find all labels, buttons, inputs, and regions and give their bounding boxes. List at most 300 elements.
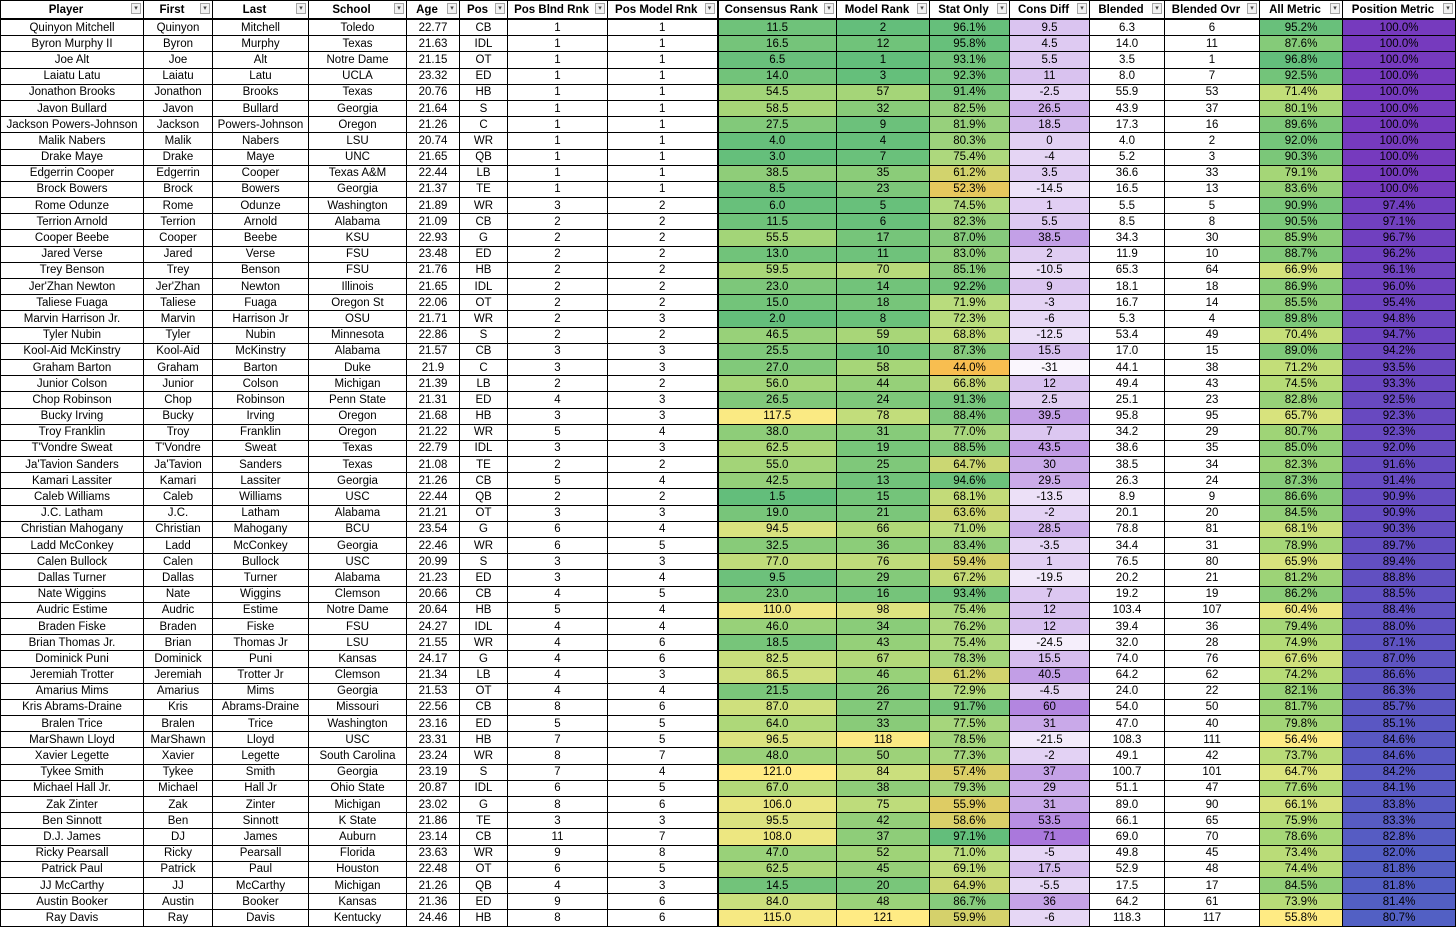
cell-pos-model-rnk[interactable]: 1 (608, 181, 718, 197)
cell-last[interactable]: Arnold (213, 214, 309, 230)
cell-pos-blnd-rnk[interactable]: 7 (508, 764, 608, 780)
cell-pos-blnd-rnk[interactable]: 1 (508, 84, 608, 100)
cell-all-metric[interactable]: 74.9% (1260, 635, 1343, 651)
cell-cons-diff[interactable]: 43.5 (1010, 440, 1090, 456)
cell-blended[interactable]: 39.4 (1090, 618, 1165, 634)
cell-cons-diff[interactable]: -3.5 (1010, 538, 1090, 554)
cell-pos-model-rnk[interactable]: 2 (608, 214, 718, 230)
cell-position-metric[interactable]: 84.1% (1343, 780, 1456, 796)
filter-dropdown-icon[interactable]: ▾ (296, 3, 306, 14)
cell-first[interactable]: Ladd (144, 538, 213, 554)
cell-all-metric[interactable]: 89.8% (1260, 311, 1343, 327)
cell-all-metric[interactable]: 86.6% (1260, 489, 1343, 505)
cell-cons-diff[interactable]: 4.5 (1010, 36, 1090, 52)
cell-model-rank[interactable]: 11 (837, 246, 930, 262)
cell-player[interactable]: Rome Odunze (1, 198, 144, 214)
cell-blended-ovr[interactable]: 42 (1165, 748, 1260, 764)
cell-model-rank[interactable]: 76 (837, 554, 930, 570)
cell-blended[interactable]: 14.0 (1090, 36, 1165, 52)
cell-player[interactable]: Kool-Aid McKinstry (1, 343, 144, 359)
cell-stat-only[interactable]: 79.3% (930, 780, 1010, 796)
cell-pos-blnd-rnk[interactable]: 9 (508, 894, 608, 910)
cell-school[interactable]: Michigan (309, 877, 407, 893)
cell-blended-ovr[interactable]: 62 (1165, 667, 1260, 683)
cell-stat-only[interactable]: 88.4% (930, 408, 1010, 424)
cell-pos[interactable]: WR (460, 311, 508, 327)
cell-school[interactable]: Florida (309, 845, 407, 861)
cell-consensus-rank[interactable]: 42.5 (718, 473, 837, 489)
cell-first[interactable]: Javon (144, 100, 213, 116)
cell-all-metric[interactable]: 66.1% (1260, 797, 1343, 813)
cell-pos-model-rnk[interactable]: 6 (608, 910, 718, 926)
cell-model-rank[interactable]: 26 (837, 683, 930, 699)
cell-pos-blnd-rnk[interactable]: 4 (508, 392, 608, 408)
cell-cons-diff[interactable]: 7 (1010, 586, 1090, 602)
cell-last[interactable]: Cooper (213, 165, 309, 181)
cell-age[interactable]: 23.54 (407, 521, 460, 537)
cell-pos-blnd-rnk[interactable]: 4 (508, 635, 608, 651)
cell-school[interactable]: Toledo (309, 19, 407, 36)
cell-player[interactable]: Ladd McConkey (1, 538, 144, 554)
cell-pos-blnd-rnk[interactable]: 6 (508, 780, 608, 796)
cell-pos[interactable]: G (460, 797, 508, 813)
cell-consensus-rank[interactable]: 86.5 (718, 667, 837, 683)
cell-cons-diff[interactable]: -12.5 (1010, 327, 1090, 343)
cell-model-rank[interactable]: 6 (837, 214, 930, 230)
cell-position-metric[interactable]: 86.6% (1343, 667, 1456, 683)
cell-first[interactable]: Bralen (144, 716, 213, 732)
cell-cons-diff[interactable]: 12 (1010, 376, 1090, 392)
cell-consensus-rank[interactable]: 94.5 (718, 521, 837, 537)
cell-blended[interactable]: 118.3 (1090, 910, 1165, 926)
cell-pos-blnd-rnk[interactable]: 9 (508, 845, 608, 861)
cell-stat-only[interactable]: 74.5% (930, 198, 1010, 214)
cell-player[interactable]: Graham Barton (1, 359, 144, 375)
cell-model-rank[interactable]: 23 (837, 181, 930, 197)
cell-blended-ovr[interactable]: 76 (1165, 651, 1260, 667)
cell-pos-blnd-rnk[interactable]: 1 (508, 36, 608, 52)
cell-all-metric[interactable]: 82.8% (1260, 392, 1343, 408)
cell-last[interactable]: Franklin (213, 424, 309, 440)
cell-pos-blnd-rnk[interactable]: 5 (508, 424, 608, 440)
cell-last[interactable]: Newton (213, 279, 309, 295)
cell-pos-blnd-rnk[interactable]: 3 (508, 440, 608, 456)
cell-pos[interactable]: HB (460, 84, 508, 100)
cell-age[interactable]: 23.31 (407, 732, 460, 748)
cell-last[interactable]: Thomas Jr (213, 635, 309, 651)
cell-consensus-rank[interactable]: 59.5 (718, 262, 837, 278)
cell-school[interactable]: USC (309, 732, 407, 748)
cell-last[interactable]: McCarthy (213, 877, 309, 893)
cell-pos[interactable]: WR (460, 748, 508, 764)
cell-school[interactable]: Alabama (309, 505, 407, 521)
cell-player[interactable]: Trey Benson (1, 262, 144, 278)
cell-model-rank[interactable]: 18 (837, 295, 930, 311)
cell-last[interactable]: Powers-Johnson (213, 117, 309, 133)
cell-pos[interactable]: TE (460, 813, 508, 829)
cell-blended-ovr[interactable]: 47 (1165, 780, 1260, 796)
cell-last[interactable]: Sinnott (213, 813, 309, 829)
cell-pos-model-rnk[interactable]: 5 (608, 780, 718, 796)
cell-first[interactable]: Jonathon (144, 84, 213, 100)
cell-consensus-rank[interactable]: 27.5 (718, 117, 837, 133)
cell-blended-ovr[interactable]: 80 (1165, 554, 1260, 570)
cell-pos-model-rnk[interactable]: 6 (608, 894, 718, 910)
cell-player[interactable]: Ray Davis (1, 910, 144, 926)
cell-stat-only[interactable]: 87.3% (930, 343, 1010, 359)
cell-pos-model-rnk[interactable]: 3 (608, 667, 718, 683)
cell-pos[interactable]: C (460, 359, 508, 375)
cell-pos-blnd-rnk[interactable]: 8 (508, 699, 608, 715)
cell-model-rank[interactable]: 3 (837, 68, 930, 84)
cell-model-rank[interactable]: 98 (837, 602, 930, 618)
cell-position-metric[interactable]: 83.3% (1343, 813, 1456, 829)
cell-stat-only[interactable]: 71.0% (930, 521, 1010, 537)
cell-stat-only[interactable]: 93.4% (930, 586, 1010, 602)
cell-first[interactable]: Bucky (144, 408, 213, 424)
cell-blended[interactable]: 38.5 (1090, 457, 1165, 473)
cell-consensus-rank[interactable]: 46.0 (718, 618, 837, 634)
cell-first[interactable]: Zak (144, 797, 213, 813)
cell-cons-diff[interactable]: 1 (1010, 554, 1090, 570)
cell-player[interactable]: Kamari Lassiter (1, 473, 144, 489)
cell-cons-diff[interactable]: -6 (1010, 910, 1090, 926)
cell-last[interactable]: Brooks (213, 84, 309, 100)
cell-pos[interactable]: CB (460, 473, 508, 489)
cell-model-rank[interactable]: 12 (837, 36, 930, 52)
cell-school[interactable]: Georgia (309, 683, 407, 699)
cell-pos-model-rnk[interactable]: 3 (608, 392, 718, 408)
cell-pos[interactable]: ED (460, 570, 508, 586)
cell-pos[interactable]: IDL (460, 440, 508, 456)
cell-blended-ovr[interactable]: 21 (1165, 570, 1260, 586)
cell-consensus-rank[interactable]: 6.5 (718, 52, 837, 68)
cell-consensus-rank[interactable]: 108.0 (718, 829, 837, 845)
cell-pos-blnd-rnk[interactable]: 1 (508, 100, 608, 116)
cell-blended[interactable]: 95.8 (1090, 408, 1165, 424)
cell-position-metric[interactable]: 100.0% (1343, 68, 1456, 84)
cell-last[interactable]: Bullock (213, 554, 309, 570)
cell-pos[interactable]: CB (460, 586, 508, 602)
cell-consensus-rank[interactable]: 115.0 (718, 910, 837, 926)
cell-pos[interactable]: S (460, 327, 508, 343)
filter-dropdown-icon[interactable]: ▾ (1152, 3, 1162, 14)
cell-blended[interactable]: 108.3 (1090, 732, 1165, 748)
cell-model-rank[interactable]: 10 (837, 343, 930, 359)
cell-pos[interactable]: IDL (460, 36, 508, 52)
cell-last[interactable]: Barton (213, 359, 309, 375)
cell-blended[interactable]: 51.1 (1090, 780, 1165, 796)
cell-blended-ovr[interactable]: 35 (1165, 440, 1260, 456)
cell-position-metric[interactable]: 97.4% (1343, 198, 1456, 214)
cell-player[interactable]: Ricky Pearsall (1, 845, 144, 861)
cell-all-metric[interactable]: 65.7% (1260, 408, 1343, 424)
cell-last[interactable]: Beebe (213, 230, 309, 246)
cell-model-rank[interactable]: 84 (837, 764, 930, 780)
cell-model-rank[interactable]: 19 (837, 440, 930, 456)
cell-pos-blnd-rnk[interactable]: 6 (508, 861, 608, 877)
cell-pos[interactable]: HB (460, 732, 508, 748)
cell-last[interactable]: Alt (213, 52, 309, 68)
cell-age[interactable]: 23.02 (407, 797, 460, 813)
cell-first[interactable]: Troy (144, 424, 213, 440)
cell-last[interactable]: Colson (213, 376, 309, 392)
cell-player[interactable]: Tykee Smith (1, 764, 144, 780)
cell-last[interactable]: McConkey (213, 538, 309, 554)
cell-age[interactable]: 23.24 (407, 748, 460, 764)
cell-school[interactable]: FSU (309, 618, 407, 634)
cell-pos-blnd-rnk[interactable]: 3 (508, 198, 608, 214)
cell-pos[interactable]: ED (460, 716, 508, 732)
cell-stat-only[interactable]: 72.9% (930, 683, 1010, 699)
cell-stat-only[interactable]: 55.9% (930, 797, 1010, 813)
cell-pos[interactable]: S (460, 554, 508, 570)
cell-blended[interactable]: 36.6 (1090, 165, 1165, 181)
cell-pos-blnd-rnk[interactable]: 2 (508, 295, 608, 311)
cell-blended[interactable]: 20.1 (1090, 505, 1165, 521)
cell-pos-blnd-rnk[interactable]: 7 (508, 732, 608, 748)
cell-blended-ovr[interactable]: 43 (1165, 376, 1260, 392)
cell-pos-model-rnk[interactable]: 4 (608, 683, 718, 699)
cell-blended-ovr[interactable]: 28 (1165, 635, 1260, 651)
cell-blended[interactable]: 17.0 (1090, 343, 1165, 359)
cell-consensus-rank[interactable]: 15.0 (718, 295, 837, 311)
cell-cons-diff[interactable]: 7 (1010, 424, 1090, 440)
cell-blended-ovr[interactable]: 50 (1165, 699, 1260, 715)
column-header-school[interactable] (309, 1, 407, 20)
cell-stat-only[interactable]: 64.7% (930, 457, 1010, 473)
cell-school[interactable]: Missouri (309, 699, 407, 715)
cell-stat-only[interactable]: 68.1% (930, 489, 1010, 505)
cell-school[interactable]: Kentucky (309, 910, 407, 926)
cell-school[interactable]: Houston (309, 861, 407, 877)
cell-all-metric[interactable]: 90.5% (1260, 214, 1343, 230)
cell-model-rank[interactable]: 42 (837, 813, 930, 829)
cell-player[interactable]: Austin Booker (1, 894, 144, 910)
cell-consensus-rank[interactable]: 27.0 (718, 359, 837, 375)
cell-player[interactable]: Audric Estime (1, 602, 144, 618)
cell-player[interactable]: Javon Bullard (1, 100, 144, 116)
cell-position-metric[interactable]: 84.6% (1343, 732, 1456, 748)
cell-cons-diff[interactable]: -3 (1010, 295, 1090, 311)
cell-age[interactable]: 21.86 (407, 813, 460, 829)
cell-blended[interactable]: 8.9 (1090, 489, 1165, 505)
cell-blended[interactable]: 100.7 (1090, 764, 1165, 780)
cell-pos[interactable]: OT (460, 861, 508, 877)
cell-stat-only[interactable]: 44.0% (930, 359, 1010, 375)
cell-cons-diff[interactable]: -5 (1010, 845, 1090, 861)
cell-position-metric[interactable]: 87.1% (1343, 635, 1456, 651)
cell-all-metric[interactable]: 88.7% (1260, 246, 1343, 262)
filter-dropdown-icon[interactable]: ▾ (595, 3, 605, 14)
cell-all-metric[interactable]: 81.2% (1260, 570, 1343, 586)
cell-cons-diff[interactable]: 39.5 (1010, 408, 1090, 424)
cell-model-rank[interactable]: 37 (837, 829, 930, 845)
cell-player[interactable]: Tyler Nubin (1, 327, 144, 343)
cell-stat-only[interactable]: 92.3% (930, 68, 1010, 84)
cell-pos-blnd-rnk[interactable]: 2 (508, 246, 608, 262)
cell-school[interactable]: Alabama (309, 214, 407, 230)
cell-position-metric[interactable]: 85.1% (1343, 716, 1456, 732)
cell-school[interactable]: Oregon St (309, 295, 407, 311)
cell-consensus-rank[interactable]: 14.5 (718, 877, 837, 893)
cell-consensus-rank[interactable]: 62.5 (718, 861, 837, 877)
cell-stat-only[interactable]: 64.9% (930, 877, 1010, 893)
cell-stat-only[interactable]: 68.8% (930, 327, 1010, 343)
cell-first[interactable]: Malik (144, 133, 213, 149)
cell-model-rank[interactable]: 32 (837, 100, 930, 116)
cell-pos-blnd-rnk[interactable]: 3 (508, 554, 608, 570)
cell-last[interactable]: Hall Jr (213, 780, 309, 796)
cell-position-metric[interactable]: 83.8% (1343, 797, 1456, 813)
cell-player[interactable]: Braden Fiske (1, 618, 144, 634)
cell-pos-blnd-rnk[interactable]: 2 (508, 311, 608, 327)
cell-player[interactable]: Jared Verse (1, 246, 144, 262)
cell-pos-blnd-rnk[interactable]: 5 (508, 716, 608, 732)
cell-blended-ovr[interactable]: 6 (1165, 19, 1260, 36)
cell-model-rank[interactable]: 21 (837, 505, 930, 521)
cell-pos-blnd-rnk[interactable]: 8 (508, 910, 608, 926)
cell-cons-diff[interactable]: -4.5 (1010, 683, 1090, 699)
cell-stat-only[interactable]: 78.5% (930, 732, 1010, 748)
filter-dropdown-icon[interactable]: ▾ (394, 3, 404, 14)
cell-position-metric[interactable]: 84.2% (1343, 764, 1456, 780)
cell-position-metric[interactable]: 100.0% (1343, 149, 1456, 165)
cell-position-metric[interactable]: 94.2% (1343, 343, 1456, 359)
cell-blended-ovr[interactable]: 1 (1165, 52, 1260, 68)
cell-model-rank[interactable]: 50 (837, 748, 930, 764)
cell-school[interactable]: LSU (309, 133, 407, 149)
cell-last[interactable]: Zinter (213, 797, 309, 813)
cell-cons-diff[interactable]: 2 (1010, 246, 1090, 262)
cell-cons-diff[interactable]: 37 (1010, 764, 1090, 780)
cell-age[interactable]: 23.63 (407, 845, 460, 861)
cell-school[interactable]: Alabama (309, 570, 407, 586)
cell-age[interactable]: 24.17 (407, 651, 460, 667)
filter-dropdown-icon[interactable]: ▾ (1443, 3, 1453, 14)
column-header-stat-only[interactable] (930, 1, 1010, 20)
cell-model-rank[interactable]: 15 (837, 489, 930, 505)
cell-school[interactable]: Kansas (309, 894, 407, 910)
cell-all-metric[interactable]: 89.0% (1260, 343, 1343, 359)
column-header-all-metric[interactable] (1260, 1, 1343, 20)
cell-pos[interactable]: G (460, 521, 508, 537)
cell-cons-diff[interactable]: 3.5 (1010, 165, 1090, 181)
cell-stat-only[interactable]: 80.3% (930, 133, 1010, 149)
filter-dropdown-icon[interactable]: ▾ (1330, 3, 1340, 14)
cell-pos[interactable]: HB (460, 408, 508, 424)
cell-school[interactable]: Clemson (309, 667, 407, 683)
cell-age[interactable]: 23.48 (407, 246, 460, 262)
cell-consensus-rank[interactable]: 3.0 (718, 149, 837, 165)
cell-pos-blnd-rnk[interactable]: 3 (508, 359, 608, 375)
cell-pos-model-rnk[interactable]: 5 (608, 538, 718, 554)
cell-all-metric[interactable]: 78.6% (1260, 829, 1343, 845)
cell-consensus-rank[interactable]: 23.0 (718, 279, 837, 295)
cell-cons-diff[interactable]: -14.5 (1010, 181, 1090, 197)
cell-model-rank[interactable]: 34 (837, 618, 930, 634)
cell-pos[interactable]: IDL (460, 279, 508, 295)
cell-pos-model-rnk[interactable]: 3 (608, 311, 718, 327)
cell-stat-only[interactable]: 63.6% (930, 505, 1010, 521)
cell-model-rank[interactable]: 35 (837, 165, 930, 181)
cell-pos[interactable]: TE (460, 181, 508, 197)
cell-first[interactable]: Ben (144, 813, 213, 829)
cell-position-metric[interactable]: 91.6% (1343, 457, 1456, 473)
cell-model-rank[interactable]: 33 (837, 716, 930, 732)
cell-position-metric[interactable]: 94.8% (1343, 311, 1456, 327)
cell-pos-blnd-rnk[interactable]: 8 (508, 748, 608, 764)
cell-school[interactable]: KSU (309, 230, 407, 246)
cell-last[interactable]: Harrison Jr (213, 311, 309, 327)
cell-school[interactable]: FSU (309, 246, 407, 262)
cell-blended[interactable]: 26.3 (1090, 473, 1165, 489)
cell-school[interactable]: Oregon (309, 117, 407, 133)
cell-school[interactable]: Oregon (309, 408, 407, 424)
cell-pos-model-rnk[interactable]: 2 (608, 295, 718, 311)
cell-consensus-rank[interactable]: 8.5 (718, 181, 837, 197)
cell-blended[interactable]: 11.9 (1090, 246, 1165, 262)
cell-cons-diff[interactable]: -13.5 (1010, 489, 1090, 505)
cell-stat-only[interactable]: 93.1% (930, 52, 1010, 68)
cell-last[interactable]: Nubin (213, 327, 309, 343)
cell-first[interactable]: Rome (144, 198, 213, 214)
cell-cons-diff[interactable]: -2 (1010, 748, 1090, 764)
cell-all-metric[interactable]: 96.8% (1260, 52, 1343, 68)
cell-model-rank[interactable]: 52 (837, 845, 930, 861)
cell-age[interactable]: 21.09 (407, 214, 460, 230)
cell-model-rank[interactable]: 58 (837, 359, 930, 375)
cell-blended-ovr[interactable]: 45 (1165, 845, 1260, 861)
cell-school[interactable]: UNC (309, 149, 407, 165)
cell-school[interactable]: USC (309, 489, 407, 505)
cell-last[interactable]: Mims (213, 683, 309, 699)
cell-position-metric[interactable]: 100.0% (1343, 117, 1456, 133)
cell-pos[interactable]: WR (460, 538, 508, 554)
cell-model-rank[interactable]: 13 (837, 473, 930, 489)
cell-first[interactable]: Kamari (144, 473, 213, 489)
cell-cons-diff[interactable]: 30 (1010, 457, 1090, 473)
cell-all-metric[interactable]: 67.6% (1260, 651, 1343, 667)
cell-last[interactable]: Maye (213, 149, 309, 165)
cell-consensus-rank[interactable]: 67.0 (718, 780, 837, 796)
cell-pos-blnd-rnk[interactable]: 8 (508, 797, 608, 813)
cell-pos-model-rnk[interactable]: 3 (608, 359, 718, 375)
cell-position-metric[interactable]: 100.0% (1343, 181, 1456, 197)
cell-consensus-rank[interactable]: 14.0 (718, 68, 837, 84)
cell-age[interactable]: 21.37 (407, 181, 460, 197)
cell-consensus-rank[interactable]: 106.0 (718, 797, 837, 813)
cell-first[interactable]: Nate (144, 586, 213, 602)
cell-cons-diff[interactable]: 5.5 (1010, 52, 1090, 68)
cell-first[interactable]: Cooper (144, 230, 213, 246)
cell-all-metric[interactable]: 64.7% (1260, 764, 1343, 780)
cell-stat-only[interactable]: 91.3% (930, 392, 1010, 408)
cell-model-rank[interactable]: 44 (837, 376, 930, 392)
cell-age[interactable]: 22.44 (407, 489, 460, 505)
cell-player[interactable]: Michael Hall Jr. (1, 780, 144, 796)
cell-age[interactable]: 21.76 (407, 262, 460, 278)
cell-model-rank[interactable]: 25 (837, 457, 930, 473)
cell-age[interactable]: 22.48 (407, 861, 460, 877)
cell-pos-model-rnk[interactable]: 3 (608, 408, 718, 424)
cell-blended-ovr[interactable]: 18 (1165, 279, 1260, 295)
cell-first[interactable]: Laiatu (144, 68, 213, 84)
cell-pos-blnd-rnk[interactable]: 1 (508, 52, 608, 68)
cell-first[interactable]: Dominick (144, 651, 213, 667)
cell-age[interactable]: 24.27 (407, 618, 460, 634)
cell-blended[interactable]: 4.0 (1090, 133, 1165, 149)
